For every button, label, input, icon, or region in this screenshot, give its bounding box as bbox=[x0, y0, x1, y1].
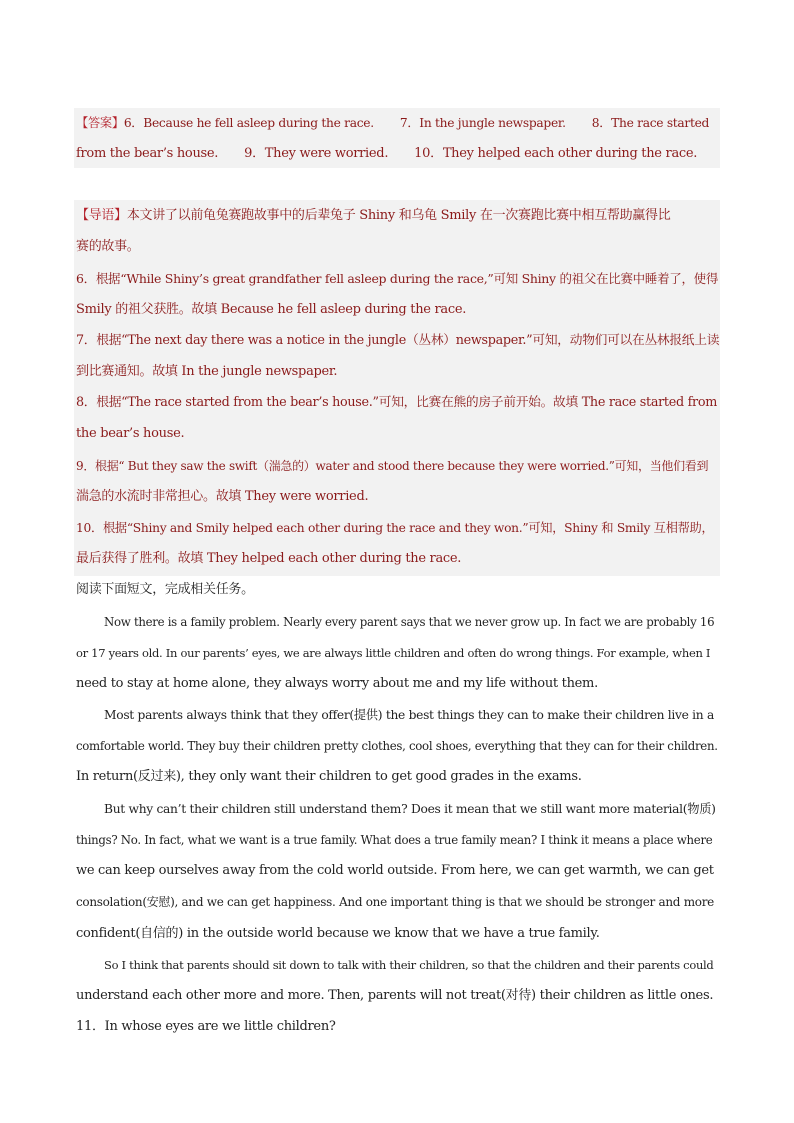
passage-p3-line-3: we can keep ourselves away from the cold world outside. From here, we can get warmth, we can get bbox=[76, 863, 714, 878]
explain-7-line-2: 到比赛通知。故填 In the jungle newspaper. bbox=[76, 364, 338, 379]
explain-9-line-2: 湍急的水流时非常担心。故填 They were worried. bbox=[76, 489, 369, 504]
guide-intro-2: 赛的故事。 bbox=[76, 239, 140, 254]
guide-label: 【导语】 bbox=[76, 208, 127, 223]
explain-9-line-1: 9．根据“ But they saw the swift（湍急的）water and stood there because they were worried.”可知，当他们看到 bbox=[76, 459, 709, 473]
explain-8-line-1: 8．根据“The race started from the bear’s house.”可知，比赛在熊的房子前开始。故填 The race started from bbox=[76, 395, 717, 410]
passage-p2-line-1: Most parents always think that they offer(提供) the best things they can to make their children live in a bbox=[104, 708, 714, 722]
explain-7-line-1: 7．根据“The next day there was a notice in the jungle（丛林）newspaper.”可知，动物们可以在丛林报纸上读 bbox=[76, 333, 720, 348]
explain-8-line-2: the bear’s house. bbox=[76, 426, 185, 441]
explain-6-line-2: Smily 的祖父获胜。故填 Because he fell asleep during the race. bbox=[76, 302, 467, 317]
passage-p3-line-2: things? No. In fact, what we want is a true family. What does a true family mean? I think it means a place where bbox=[76, 833, 713, 847]
explain-10-line-2: 最后获得了胜利。故填 They helped each other during the race. bbox=[76, 551, 462, 566]
answer-label: 【答案】 bbox=[76, 116, 124, 130]
answer-8-cont: from the bear’s house. bbox=[76, 146, 219, 161]
answer-10: 10．They helped each other during the race. bbox=[414, 146, 698, 161]
passage-p2-line-3: In return(反过来), they only want their children to get good grades in the exams. bbox=[76, 769, 582, 784]
explain-6-line-1: 6．根据“While Shiny’s great grandfather fell asleep during the race,”可知 Shiny 的祖父在比赛中睡着了，使得 bbox=[76, 271, 719, 286]
passage-p4-line-2: understand each other more and more. Then, parents will not treat(对待) their children as little ones. bbox=[76, 988, 714, 1003]
passage-p3-line-1: But why can’t their children still understand them? Does it mean that we still want more material(物质) bbox=[104, 802, 716, 816]
answer-line-1 bbox=[76, 114, 720, 132]
passage-instruction: 阅读下面短文，完成相关任务。 bbox=[76, 582, 254, 597]
passage-p4-line-1: So I think that parents should sit down to talk with their children, so that the children and their parents could bbox=[104, 958, 714, 972]
guide-intro-text: 本文讲了以前龟兔赛跑故事中的后辈兔子 Shiny 和乌龟 Smily 在一次赛跑比赛中相互帮助赢得比 bbox=[126, 208, 671, 223]
passage-p1-line-1: Now there is a family problem. Nearly every parent says that we never grow up. In fact we are probably 16 bbox=[104, 615, 715, 629]
answer-8: 8．The race started bbox=[591, 116, 710, 130]
answer-line-2 bbox=[76, 145, 720, 163]
explain-10-line-1: 10．根据“Shiny and Smily helped each other during the race and they won.”可知，Shiny 和 Smily 互相帮助， bbox=[76, 521, 714, 535]
passage-p3-line-4: consolation(安慰), and we can get happiness. And one important thing is that we should be stronger and more bbox=[76, 895, 714, 909]
passage-p1-line-3: need to stay at home alone, they always worry about me and my life without them. bbox=[76, 676, 598, 691]
answer-7: 7．In the jungle newspaper. bbox=[399, 116, 566, 130]
passage-p3-line-5: confident(自信的) in the outside world because we know that we have a true family. bbox=[76, 926, 600, 941]
passage-p1-line-2: or 17 years old. In our parents’ eyes, we are always little children and often do wrong things. For example, when I bbox=[76, 646, 711, 660]
guide-intro-1 bbox=[76, 207, 720, 225]
passage-p2-line-2: comfortable world. They buy their children pretty clothes, cool shoes, everything that they can for their children. bbox=[76, 739, 718, 753]
question-11: 11．In whose eyes are we little children? bbox=[76, 1019, 336, 1034]
answer-6: 6．Because he fell asleep during the race. bbox=[123, 116, 374, 130]
answer-9: 9．They were worried. bbox=[244, 146, 389, 161]
